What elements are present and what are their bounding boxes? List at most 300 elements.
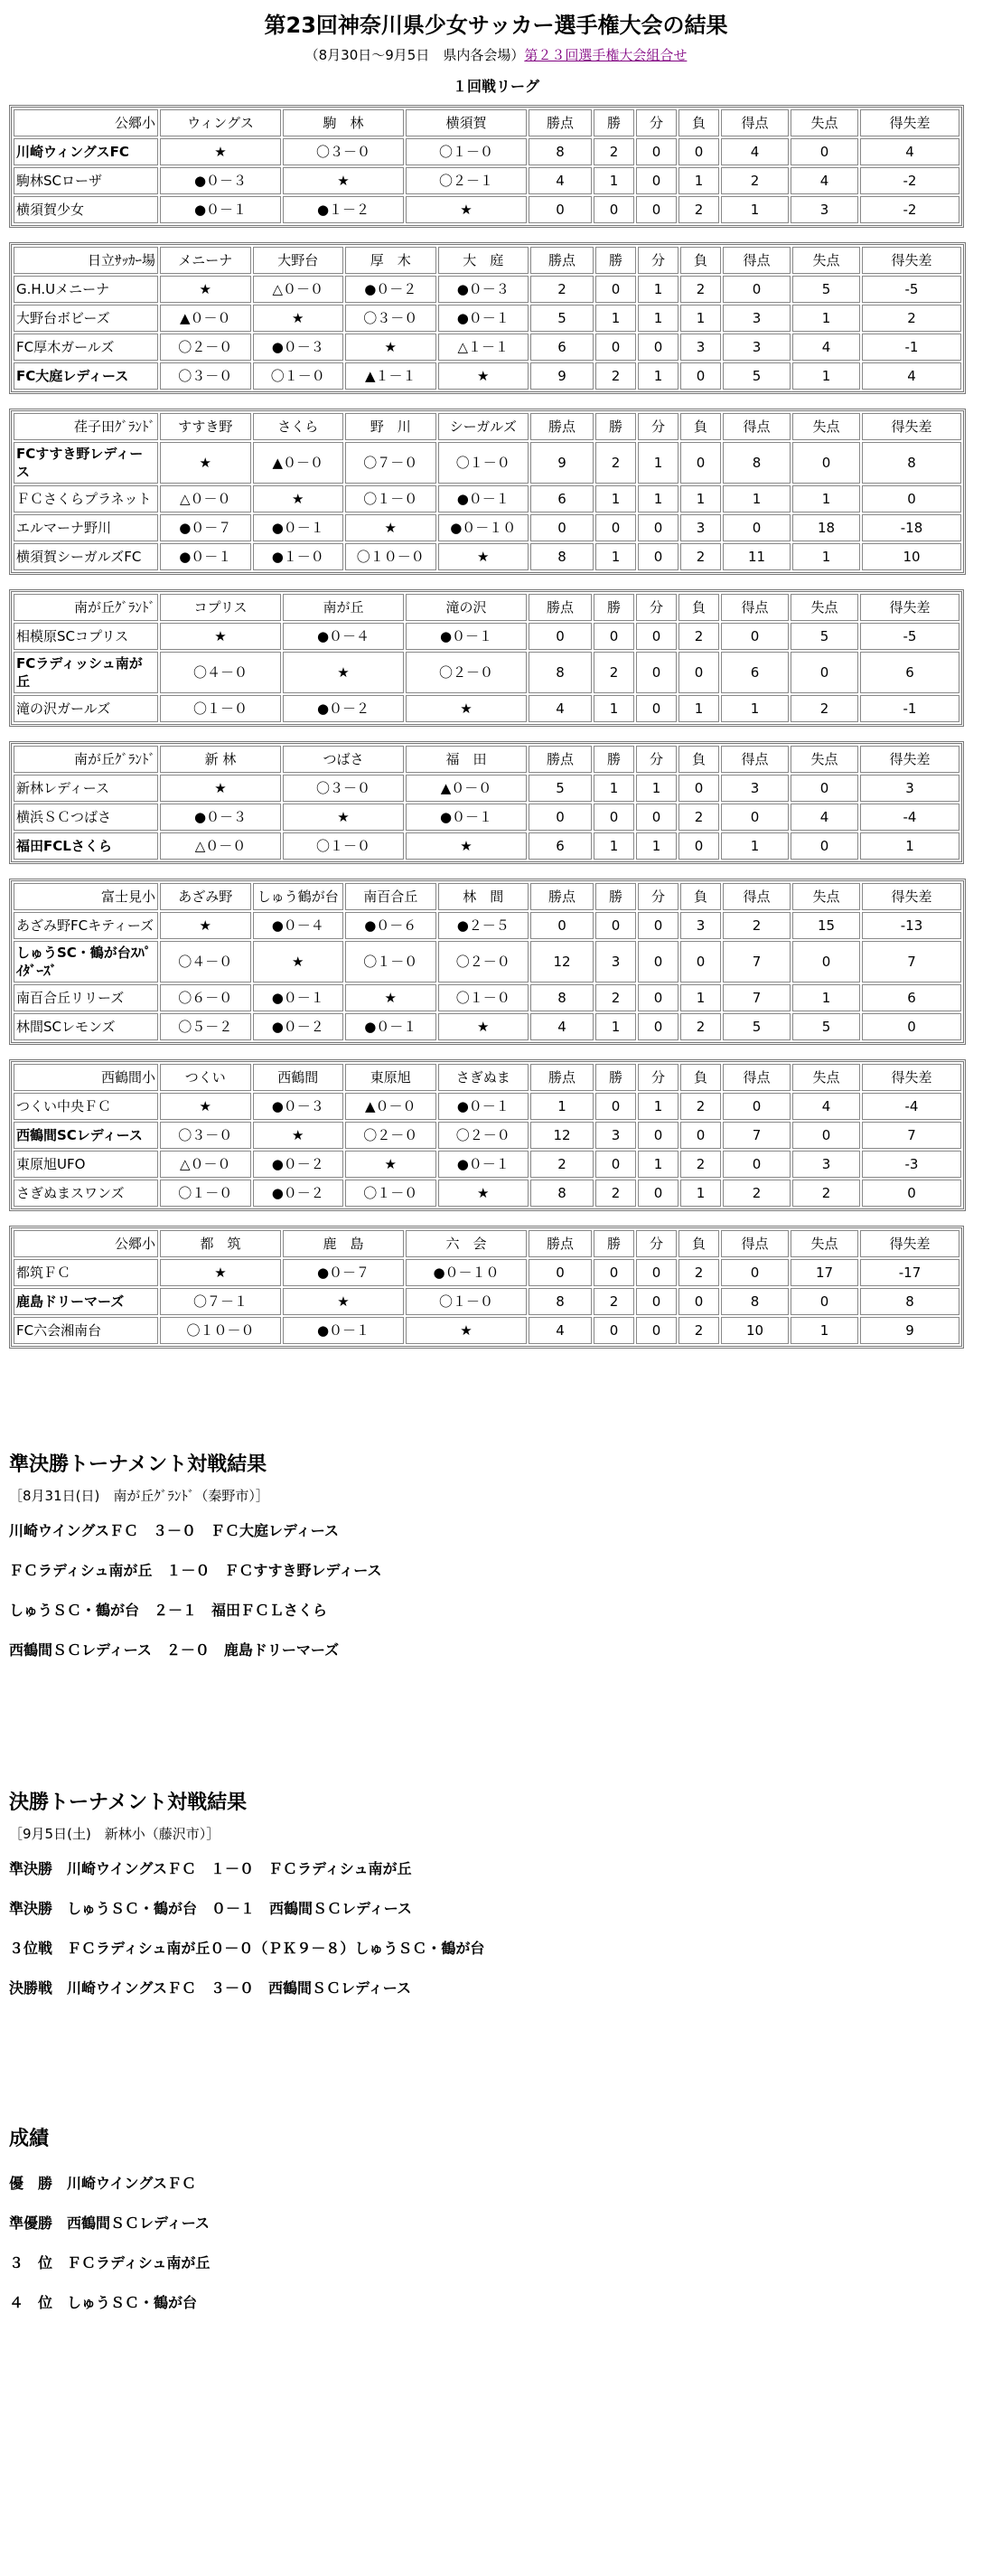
match-result: ●０－４ [253,912,344,939]
column-header: 分 [636,594,677,621]
column-header: 失点 [791,109,858,136]
match-result: ●０－１ [283,1317,404,1344]
column-header: 得点 [721,594,789,621]
semifinal-venue: ［8月31日(日) 南が丘ｸﾞﾗﾝﾄﾞ（秦野市）］ [9,1488,269,1504]
stat-cell: 0 [792,442,860,484]
match-result: 〇２－０ [438,1122,529,1149]
stat-cell: 0 [792,1122,860,1149]
match-result: 〇２－０ [438,941,529,982]
table-row [14,1180,961,1207]
match-result: ★ [406,196,527,223]
stat-cell: 1 [595,1013,636,1040]
column-header: メニーナ [160,247,251,274]
column-header: 得点 [721,1230,789,1257]
stat-cell: 0 [638,1013,678,1040]
match-result: ●０－１ [438,485,529,512]
stat-cell: 5 [792,1013,860,1040]
semifinal-match: しゅうＳＣ・鶴が台 ２－１ 福田ＦＣＬさくら [9,1602,328,1619]
team-name: FC大庭レディース [14,362,158,390]
team-name: あざみ野FCキティーズ [14,912,158,939]
match-result: 〇３－０ [160,1122,251,1149]
league-table [9,589,964,727]
column-header: 福 田 [406,746,527,773]
stat-cell: 1 [680,1180,721,1207]
team-name: 滝の沢ガールズ [14,695,158,722]
column-header: 得失差 [860,1230,959,1257]
match-result: 〇６－０ [160,984,251,1011]
table-row [14,362,961,390]
team-name: 福田FCLさくら [14,832,158,860]
stat-cell: 1 [595,543,636,570]
column-header: 西鶴間 [253,1064,344,1091]
match-result: ●０－１ [253,514,344,541]
column-header: 得点 [721,746,789,773]
match-result: ★ [345,1151,436,1178]
stat-cell: 12 [530,1122,594,1149]
match-result: ●０－３ [438,276,529,303]
stat-cell: 0 [595,514,636,541]
column-header: 失点 [792,413,860,440]
stat-cell: 0 [791,832,858,860]
stat-cell: 7 [862,1122,961,1149]
column-header: 分 [636,746,677,773]
column-header: 新 林 [160,746,281,773]
stat-cell: 6 [530,485,594,512]
column-header: 失点 [792,1064,860,1091]
match-result: ▲０－０ [253,442,344,484]
stat-cell: 0 [638,941,678,982]
match-result: ★ [160,1093,251,1120]
column-header: 六 会 [406,1230,527,1257]
stat-cell: 0 [678,832,719,860]
team-name: 新林レディース [14,775,158,802]
match-result: ★ [160,442,251,484]
table-row [14,138,959,165]
match-result: ▲０－０ [406,775,527,802]
table-row [14,1259,959,1286]
standings-item: ４ 位 しゅうＳＣ・鶴が台 [9,2294,198,2311]
column-header: 勝点 [530,883,594,910]
final-match: 準決勝 川崎ウイングスＦＣ １－０ ＦＣラディシュ南が丘 [9,1860,412,1877]
table-row [14,276,961,303]
stat-cell: 1 [680,305,721,332]
table-row [14,543,961,570]
match-result: ★ [438,1180,529,1207]
league-tables [0,105,992,1349]
stat-cell: 15 [792,912,860,939]
stat-cell: 0 [529,196,592,223]
stat-cell: 2 [595,362,636,390]
match-result: ★ [160,912,251,939]
column-header: 得失差 [862,1064,961,1091]
stat-cell: 2 [862,305,961,332]
match-result: ●０－１ [438,305,529,332]
match-result: ●０－１ [160,543,251,570]
stat-cell: 2 [723,1180,791,1207]
venue-header: 西鶴間小 [14,1064,158,1091]
stat-cell: -1 [860,695,959,722]
stat-cell: 0 [791,775,858,802]
stat-cell: 0 [721,804,789,831]
column-header: 勝 [595,883,636,910]
match-result: ●０－２ [253,1180,344,1207]
stat-cell: 6 [862,984,961,1011]
stat-cell: 1 [792,305,860,332]
team-name: 横須賀シーガルズFC [14,543,158,570]
stat-cell: 1 [636,832,677,860]
team-name: 鹿島ドリーマーズ [14,1288,158,1315]
stat-cell: 2 [680,276,721,303]
column-header: 負 [678,109,719,136]
match-result: ●０－７ [160,514,251,541]
stat-cell: 0 [638,334,678,361]
stat-cell: 7 [723,984,791,1011]
stat-cell: 1 [721,196,789,223]
match-result: ★ [253,485,344,512]
stat-cell: 8 [723,442,791,484]
column-header: 分 [638,883,678,910]
table-row [14,1288,959,1315]
team-name: 西鶴間SCレディース [14,1122,158,1149]
stat-cell: 0 [791,652,858,693]
column-header: シーガルズ [438,413,529,440]
column-header: 林 間 [438,883,529,910]
stat-cell: 8 [530,984,594,1011]
stat-cell: 5 [792,276,860,303]
column-header: 鹿 島 [283,1230,404,1257]
stat-cell: 2 [792,1180,860,1207]
page-title: 第23回神奈川県少女サッカー選手権大会の結果 [264,13,728,38]
team-name: ＦＣさくらプラネット [14,485,158,512]
stat-cell: 0 [636,695,677,722]
column-header: 厚 木 [345,247,436,274]
table-row [14,775,959,802]
stat-cell: 3 [791,196,858,223]
column-header: つくい [160,1064,251,1091]
stat-cell: 0 [638,912,678,939]
stat-cell: 4 [530,1013,594,1040]
column-header: 負 [680,413,721,440]
stat-cell: 1 [638,442,678,484]
standings-item: 優 勝 川崎ウイングスＦＣ [9,2175,197,2192]
stat-cell: 0 [862,485,961,512]
stat-cell: 0 [638,514,678,541]
column-header: 得失差 [862,413,961,440]
stat-cell: 2 [595,442,636,484]
match-result: ●０－３ [253,334,344,361]
stat-cell: 4 [860,138,959,165]
stat-cell: 12 [530,941,594,982]
stat-cell: 0 [636,652,677,693]
stat-cell: 0 [594,1317,634,1344]
match-result: ●０－６ [345,912,436,939]
venue-header: 南が丘ｸﾞﾗﾝﾄﾞ [14,746,158,773]
stat-cell: 4 [791,167,858,194]
stat-cell: 0 [636,1317,677,1344]
table-row [14,1093,961,1120]
stat-cell: 8 [530,1180,594,1207]
match-result: △０－０ [253,276,344,303]
venue-header: 公郷小 [14,1230,158,1257]
team-name: さぎぬまスワンズ [14,1180,158,1207]
semifinal-heading: 準決勝トーナメント対戦結果 [9,1453,267,1476]
column-header: 勝 [595,1064,636,1091]
column-header: 横須賀 [406,109,527,136]
league-table [9,1059,966,1211]
column-header: 駒 林 [283,109,404,136]
stat-cell: 0 [594,804,634,831]
team-name: 都筑ＦＣ [14,1259,158,1286]
stat-cell: 0 [636,1259,677,1286]
column-header: 得点 [723,247,791,274]
stat-cell: 0 [791,138,858,165]
table-row [14,912,961,939]
stat-cell: 0 [636,196,677,223]
bracket-link[interactable]: 第２３回選手権大会組合せ [524,47,688,63]
venue-header: 日立ｻｯｶｰ場 [14,247,158,274]
match-result: 〇１０－０ [160,1317,281,1344]
match-result: ★ [438,543,529,570]
subtitle-date: （8月30日～9月5日 県内各会場） [304,47,525,63]
column-header: 得失差 [862,883,961,910]
match-result: ★ [253,305,344,332]
stat-cell: 6 [860,652,959,693]
stat-cell: 3 [595,1122,636,1149]
stat-cell: 0 [594,1259,634,1286]
stat-cell: 0 [723,1093,791,1120]
table-row [14,167,959,194]
stat-cell: 4 [529,695,592,722]
team-name: FC厚木ガールズ [14,334,158,361]
column-header: あざみ野 [160,883,251,910]
match-result: ★ [438,1013,529,1040]
stat-cell: 0 [680,442,721,484]
stat-cell: 4 [862,362,961,390]
match-result: 〇７－０ [345,442,436,484]
stat-cell: 2 [678,804,719,831]
team-name: 横浜ＳＣつばさ [14,804,158,831]
column-header: コプリス [160,594,281,621]
column-header: 得失差 [860,594,959,621]
match-result: ●０－１０ [406,1259,527,1286]
stat-cell: 0 [678,652,719,693]
stat-cell: 2 [721,167,789,194]
match-result: ●２－５ [438,912,529,939]
team-name: 大野台ボビーズ [14,305,158,332]
column-header: 勝 [594,1230,634,1257]
stat-cell: 6 [721,652,789,693]
match-result: 〇２－０ [345,1122,436,1149]
match-result: ●０－３ [253,1093,344,1120]
round-label: １回戦リーグ [452,78,539,95]
match-result: ▲０－０ [345,1093,436,1120]
venue-header: 南が丘ｸﾞﾗﾝﾄﾞ [14,594,158,621]
league-table [9,242,966,394]
match-result: ●０－１０ [438,514,529,541]
semifinal-match: ＦＣラディシュ南が丘 １－０ ＦＣすすき野レディース [9,1562,382,1579]
stat-cell: 0 [636,623,677,650]
match-result: 〇２－０ [160,334,251,361]
stat-cell: 1 [860,832,959,860]
stat-cell: 9 [860,1317,959,1344]
stat-cell: 2 [678,623,719,650]
stat-cell: 5 [791,623,858,650]
team-name: FCすすき野レディース [14,442,158,484]
stat-cell: 1 [594,695,634,722]
match-result: ★ [406,832,527,860]
stat-cell: -2 [860,196,959,223]
stat-cell: 5 [530,305,594,332]
column-header: 勝 [595,413,636,440]
match-result: 〇１－０ [438,442,529,484]
column-header: 分 [638,247,678,274]
column-header: 勝点 [529,109,592,136]
match-result: ●０－１ [438,1151,529,1178]
match-result: ★ [283,167,404,194]
column-header: 勝点 [529,746,592,773]
match-result: 〇２－１ [406,167,527,194]
match-result: ●０－１ [438,1093,529,1120]
stat-cell: 0 [530,912,594,939]
match-result: ★ [160,623,281,650]
column-header: 失点 [791,594,858,621]
stat-cell: 8 [530,543,594,570]
match-result: 〇１－０ [345,1180,436,1207]
stat-cell: 0 [792,941,860,982]
column-header: 南が丘 [283,594,404,621]
column-header: 負 [678,594,719,621]
stat-cell: 2 [530,1151,594,1178]
stat-cell: 1 [678,167,719,194]
column-header: 勝 [595,247,636,274]
stat-cell: 11 [723,543,791,570]
stat-cell: 10 [862,543,961,570]
stat-cell: 1 [594,832,634,860]
stat-cell: -18 [862,514,961,541]
column-header: 得失差 [860,746,959,773]
match-result: ●０－２ [253,1151,344,1178]
stat-cell: 2 [595,984,636,1011]
column-header: 都 筑 [160,1230,281,1257]
team-name: 相模原SCコプリス [14,623,158,650]
match-result: 〇３－０ [345,305,436,332]
table-row [14,196,959,223]
stat-cell: 1 [638,1093,678,1120]
stat-cell: 0 [721,1259,789,1286]
stat-cell: 3 [680,912,721,939]
stat-cell: 3 [860,775,959,802]
stat-cell: 2 [680,543,721,570]
column-header: 勝点 [530,413,594,440]
stat-cell: 1 [791,1317,858,1344]
stat-cell: 1 [792,362,860,390]
column-header: 勝点 [529,1230,592,1257]
match-result: 〇７－１ [160,1288,281,1315]
final-heading: 決勝トーナメント対戦結果 [9,1791,248,1814]
table-row [14,804,959,831]
column-header: 南百合丘 [345,883,436,910]
stat-cell: 7 [723,1122,791,1149]
match-result: ★ [345,334,436,361]
stat-cell: 0 [529,623,592,650]
match-result: ★ [438,362,529,390]
stat-cell: -5 [862,276,961,303]
final-section [9,1788,992,2008]
stat-cell: 8 [529,652,592,693]
table-row [14,1013,961,1040]
table-row [14,1317,959,1344]
match-result: 〇１－０ [345,485,436,512]
column-header: 得点 [723,1064,791,1091]
stat-cell: 1 [636,775,677,802]
stat-cell: 2 [680,1013,721,1040]
match-result: ●０－１ [345,1013,436,1040]
stat-cell: 4 [529,167,592,194]
stat-cell: 3 [595,941,636,982]
stat-cell: 1 [530,1093,594,1120]
stat-cell: 1 [792,984,860,1011]
stat-cell: 1 [594,775,634,802]
stat-cell: 0 [638,1180,678,1207]
venue-header: 荏子田ｸﾞﾗﾝﾄﾞ [14,413,158,440]
stat-cell: -1 [862,334,961,361]
subtitle [0,42,992,69]
stat-cell: 0 [678,775,719,802]
column-header: 野 川 [345,413,436,440]
stat-cell: 18 [792,514,860,541]
stat-cell: 8 [862,442,961,484]
match-result: ●０－１ [253,984,344,1011]
stat-cell: -2 [860,167,959,194]
match-result: ★ [160,775,281,802]
standings-item: 準優勝 西鶴間ＳＣレディース [9,2214,210,2232]
league-table [9,879,966,1045]
stat-cell: 0 [678,1288,719,1315]
match-result: ★ [253,1122,344,1149]
match-result: ★ [160,138,281,165]
stat-cell: 0 [723,514,791,541]
stat-cell: 1 [723,485,791,512]
standings-section [9,2124,992,2323]
stat-cell: 1 [595,485,636,512]
table-row [14,941,961,982]
match-result: ●１－０ [253,543,344,570]
final-match: 決勝戦 川崎ウイングスＦＣ ３－０ 西鶴間ＳＣレディース [9,1979,411,1997]
column-header: 失点 [791,1230,858,1257]
match-result: ★ [283,652,404,693]
column-header: しゅう鶴が台 [253,883,344,910]
column-header: 滝の沢 [406,594,527,621]
column-header: 得点 [723,413,791,440]
column-header: 失点 [791,746,858,773]
stat-cell: 2 [678,1259,719,1286]
stat-cell: 1 [792,485,860,512]
stat-cell: 7 [862,941,961,982]
stat-cell: 0 [530,514,594,541]
team-name: G.H.Uメニーナ [14,276,158,303]
team-name: つくい中央ＦＣ [14,1093,158,1120]
stat-cell: 0 [791,1288,858,1315]
stat-cell: 3 [680,334,721,361]
match-result: 〇１－０ [160,1180,251,1207]
column-header: 勝 [594,109,634,136]
stat-cell: 1 [721,695,789,722]
stat-cell: 0 [595,1151,636,1178]
stat-cell: 6 [529,832,592,860]
team-name: FCラディッシュ南が丘 [14,652,158,693]
stat-cell: 2 [723,912,791,939]
stat-cell: 2 [595,1180,636,1207]
